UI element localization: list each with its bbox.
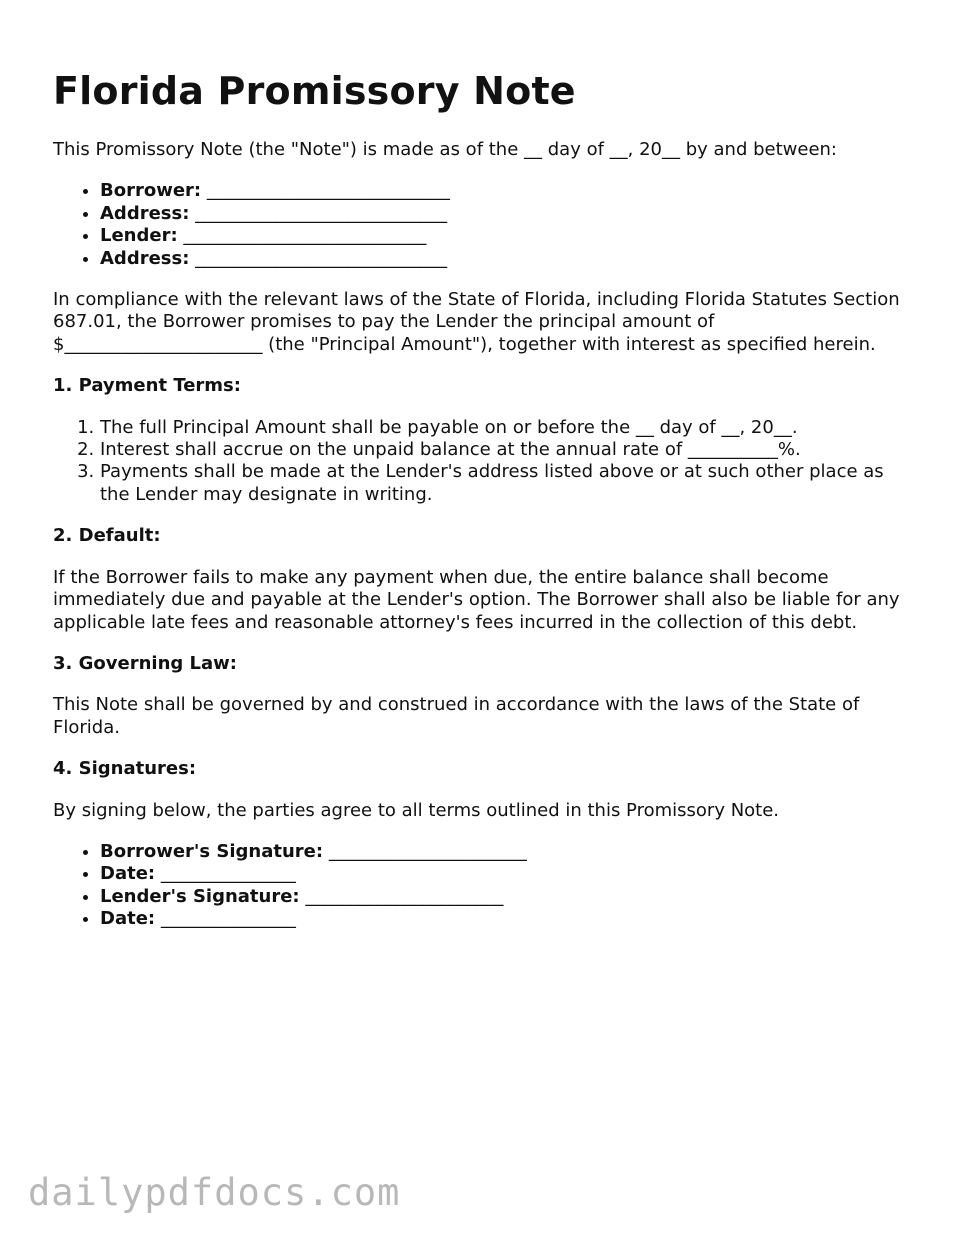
party-borrower-blank: ___________________________ — [206, 180, 450, 202]
payment-term-item: 3. Payments shall be made at the Lender's address listed above or at such other place as the Lender may designate in writing. — [100, 461, 903, 506]
party-borrower-address-label: Address: — [100, 202, 190, 224]
party-lender — [100, 225, 903, 247]
party-lender-address-blank: ____________________________ — [195, 247, 448, 269]
borrower-date-label: Date: — [100, 863, 156, 885]
lender-date-label: Date: — [100, 908, 156, 930]
lender-signature-blank: ______________________ — [305, 885, 504, 907]
party-borrower-address-blank: ____________________________ — [195, 202, 448, 224]
party-lender-label: Lender: — [100, 225, 178, 247]
payment-term-item: 1. The full Principal Amount shall be payable on or before the __ day of __, 20__. — [100, 417, 903, 439]
governing-law-paragraph: This Note shall be governed by and construed in accordance with the laws of the State of Florida. — [53, 694, 860, 738]
party-lender-blank: ___________________________ — [183, 225, 427, 247]
party-borrower — [100, 180, 903, 202]
lender-date-blank: _______________ — [160, 908, 296, 930]
borrower-signature-blank: ______________________ — [328, 840, 527, 862]
parties-list — [53, 180, 903, 270]
borrower-signature-line — [100, 841, 903, 863]
lender-date-line — [100, 908, 903, 930]
payment-terms-list — [53, 417, 903, 507]
borrower-date-line — [100, 863, 903, 885]
intro-paragraph: This Promissory Note (the "Note") is made as of the __ day of __, 20__ by and between: — [53, 139, 837, 160]
borrower-date-blank: _______________ — [160, 863, 296, 885]
signatures-list — [53, 841, 903, 931]
compliance-paragraph: In compliance with the relevant laws of the State of Florida, including Florida Statutes Section 687.01, the Borrower promises to pay the Lender the principal amount of $______________________ (the "Principal Amount"), together with interest as specified herein. — [53, 289, 900, 355]
signatures-heading: 4. Signatures: — [53, 758, 197, 780]
document-title: Florida Promissory Note — [53, 69, 576, 113]
party-lender-address — [100, 248, 903, 270]
site-watermark: dailypdfdocs.com — [28, 1171, 401, 1214]
party-borrower-address — [100, 203, 903, 225]
party-lender-address-label: Address: — [100, 247, 190, 269]
governing-law-heading: 3. Governing Law: — [53, 652, 237, 674]
signatures-paragraph: By signing below, the parties agree to all terms outlined in this Promissory Note. — [53, 799, 780, 821]
default-paragraph: If the Borrower fails to make any payment when due, the entire balance shall become immediately due and payable at the Lender's option. The Borrower shall also be liable for any applicable late fees and reasonable attorney's fees incurred in the collection of this debt. — [53, 566, 900, 633]
borrower-signature-label: Borrower's Signature: — [100, 840, 324, 862]
default-heading: 2. Default: — [53, 525, 161, 547]
document-page — [53, 0, 903, 931]
lender-signature-label: Lender's Signature: — [100, 885, 300, 907]
payment-terms-heading: 1. Payment Terms: — [53, 375, 241, 397]
lender-signature-line — [100, 886, 903, 908]
party-borrower-label: Borrower: — [100, 180, 202, 202]
payment-term-item: 2. Interest shall accrue on the unpaid balance at the annual rate of __________%. — [100, 439, 903, 461]
